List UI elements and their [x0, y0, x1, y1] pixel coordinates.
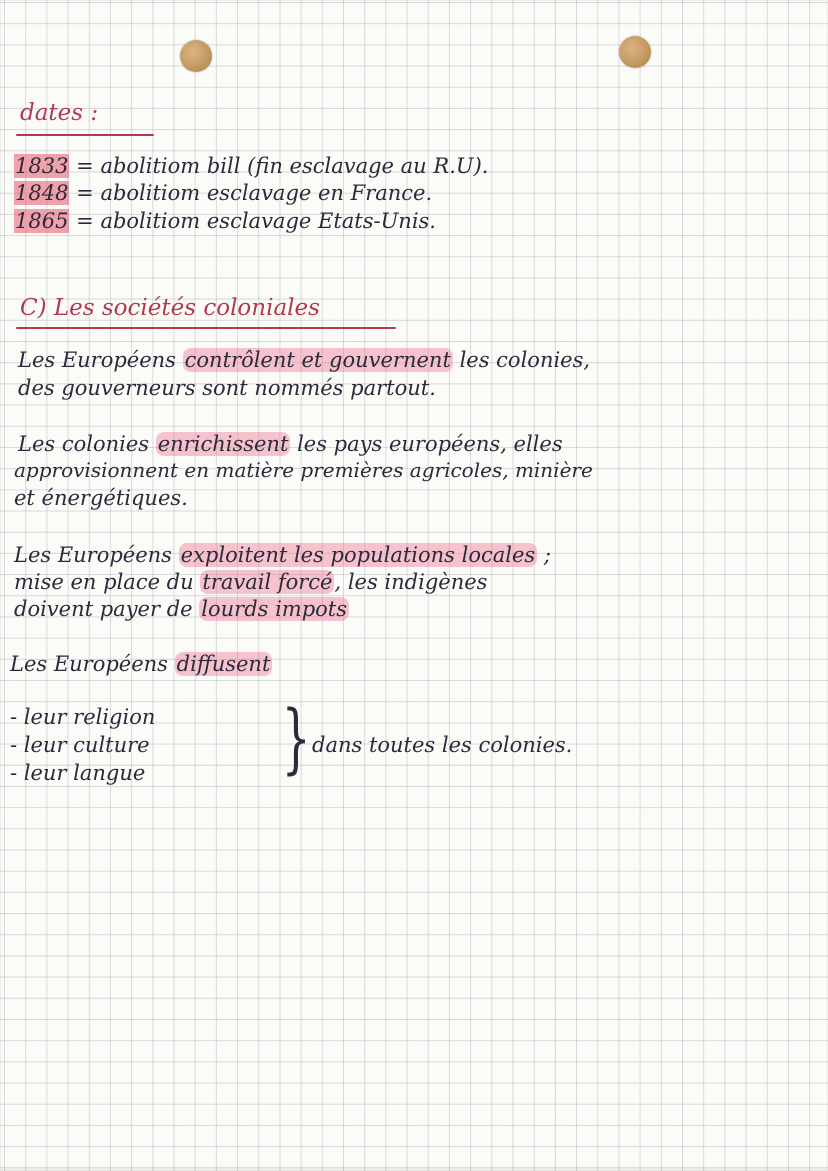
equals-sign: = [76, 154, 94, 178]
p1-line-1 [18, 350, 590, 371]
p3-line-1 [14, 545, 551, 566]
highlight: exploitent les populations locales [180, 543, 536, 567]
list-item-langue: - leur langue [10, 761, 146, 785]
p3-line-3 [14, 599, 349, 620]
p2-line-2: approvisionnent en matière premières agricoles, minière [14, 458, 593, 482]
text: Les Européens [14, 543, 172, 567]
punch-hole-left [180, 40, 212, 72]
text: mise en place du [14, 570, 194, 594]
equals-sign: = [76, 209, 94, 233]
section-title-underline [16, 327, 396, 329]
highlight: diffusent [176, 652, 271, 676]
list-item-culture: - leur culture [10, 733, 150, 757]
text: doivent payer de [14, 597, 193, 621]
equals-sign: = [76, 181, 94, 205]
text: Les Européens [18, 348, 176, 372]
highlight: travail forcé [202, 570, 333, 594]
curly-brace: } [281, 693, 311, 782]
list-item-religion: - leur religion [10, 705, 156, 729]
p3-line-2 [14, 572, 487, 593]
date-line-2 [14, 183, 432, 204]
section-title: C) Les sociétés coloniales [20, 295, 320, 321]
highlight: contrôlent et gouvernent [184, 348, 451, 372]
highlight: lourds impots [201, 597, 348, 621]
text: les colonies, [459, 348, 591, 372]
dates-title-underline [16, 134, 154, 136]
p2-line-3: et énergétiques. [14, 486, 188, 510]
text: Les colonies [18, 432, 150, 456]
text: ; [543, 543, 551, 567]
date-text-1865: abolitiom esclavage Etats-Unis. [100, 209, 436, 233]
date-year-1833: 1833 [15, 154, 69, 178]
p1-line-2: des gouverneurs sont nommés partout. [18, 376, 436, 400]
dates-title: dates : [20, 100, 99, 126]
text: Les Européens [10, 652, 168, 676]
date-line-1 [14, 156, 488, 177]
highlight: enrichissent [157, 432, 289, 456]
text: , les indigènes [334, 570, 488, 594]
punch-hole-right [619, 36, 651, 68]
date-text-1848: abolitiom esclavage en France. [100, 181, 433, 205]
date-year-1848: 1848 [15, 181, 69, 205]
p4-line-1 [10, 654, 272, 675]
date-line-3 [14, 211, 436, 232]
text: les pays européens, elles [297, 432, 563, 456]
date-text-1833: abolitiom bill (fin esclavage au R.U). [100, 154, 489, 178]
list-conclusion: dans toutes les colonies. [312, 733, 573, 757]
p2-line-1 [18, 434, 563, 455]
date-year-1865: 1865 [15, 209, 69, 233]
